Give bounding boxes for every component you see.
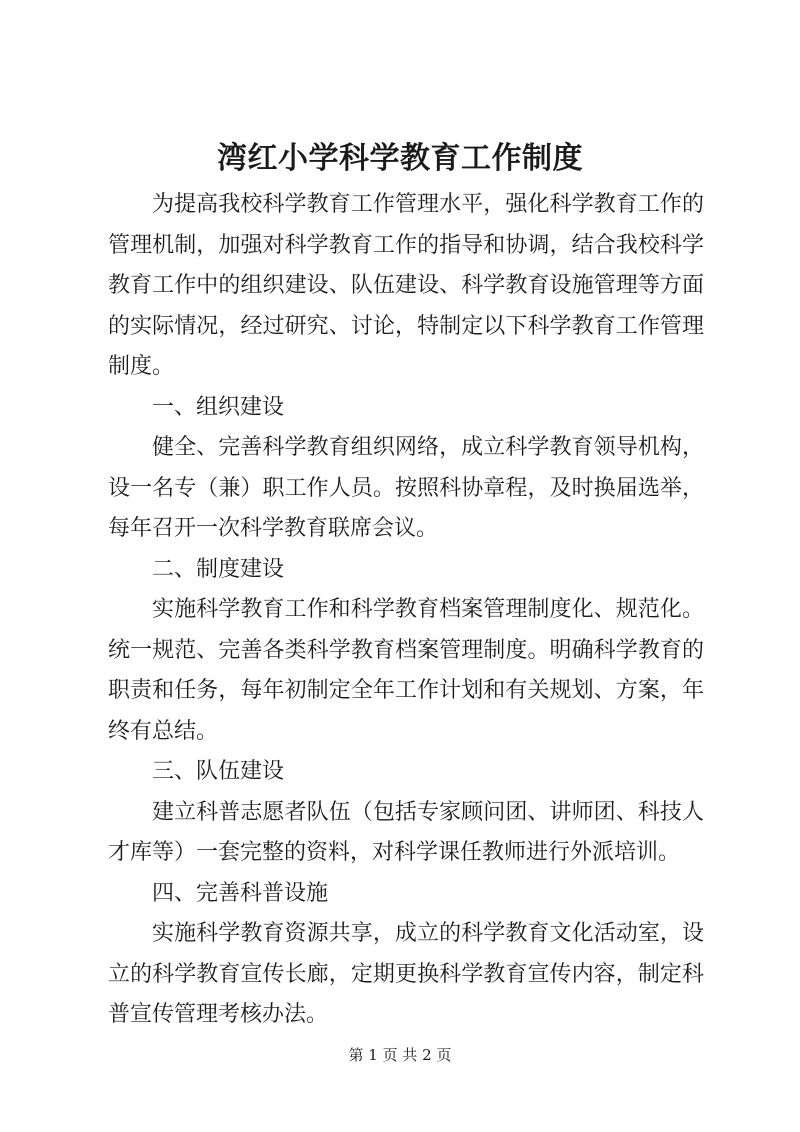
team-paragraph: 建立科普志愿者队伍（包括专家顾问团、讲师团、科技人才库等）一套完整的资料，对科学课任教师进行外派培训。 [108,799,704,865]
section-heading-facilities: 四、完善科普设施 [152,880,329,906]
document-title: 湾红小学科学教育工作制度 [217,141,583,176]
organization-paragraph: 健全、完善科学教育组织网络，成立科学教育领导机构，设一名专（兼）职工作人员。按照科协章程，及时换届选举，每年召开一次科学教育联席会议。 [108,435,704,541]
facilities-paragraph: 实施科学教育资源共享，成立的科学教育文化活动室，设立的科学教育宣传长廊，定期更换科学教育宣传内容，制定科普宣传管理考核办法。 [108,921,704,1027]
document-body [108,185,704,1036]
section-heading-organization: 一、组织建设 [152,394,285,420]
page-footer: 第 1 页 共 2 页 [348,1046,452,1064]
system-paragraph: 实施科学教育工作和科学教育档案管理制度化、规范化。统一规范、完善各类科学教育档案管理制度。明确科学教育的职责和任务，每年初制定全年工作计划和有关规划、方案，年终有总结。 [108,597,704,744]
section-heading-team: 三、队伍建设 [152,759,285,784]
intro-paragraph: 为提高我校科学教育工作管理水平，强化科学教育工作的管理机制，加强对科学教育工作的指导和协调，结合我校科学教育工作中的组织建设、队伍建设、科学教育设施管理等方面的实际情况，经过研究、讨论，特制定以下科学教育工作管理制度。 [108,192,704,379]
section-heading-system: 二、制度建设 [152,556,285,582]
